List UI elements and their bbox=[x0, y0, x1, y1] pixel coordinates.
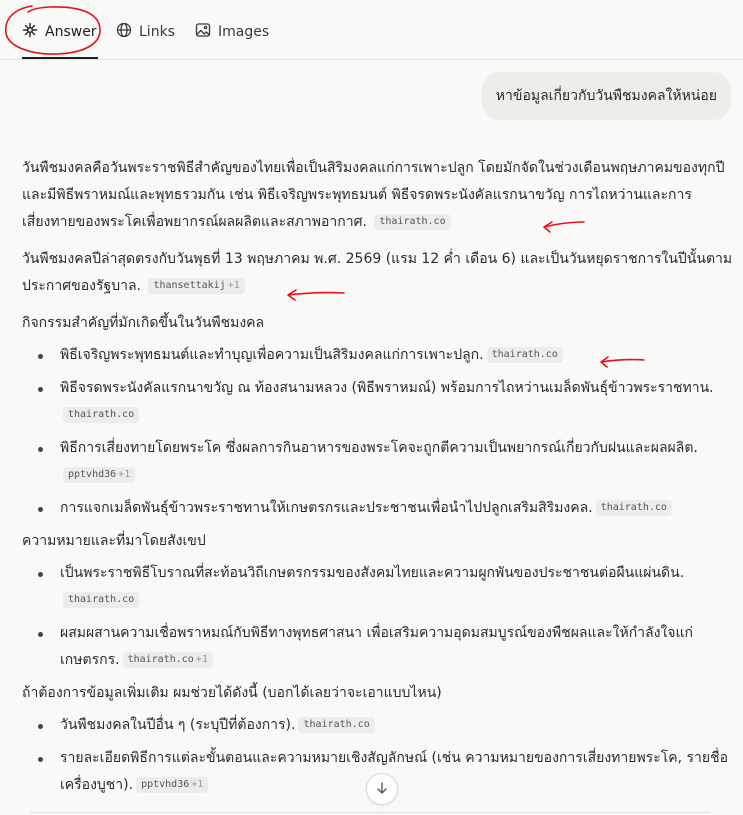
list-item: พิธีจรดพระนังคัลแรกนาขวัญ ณ ท้องสนามหลวง (พิธีพราหมณ์) พร้อมการไถหว่านเมล็ดพันธุ์ข้าวพระราชทาน.thairath.co bbox=[22, 375, 734, 429]
user-message-bubble: หาข้อมูลเกี่ยวกับวันพืชมงคลให้หน่อย bbox=[482, 72, 731, 120]
tab-answer-label: Answer bbox=[45, 24, 97, 40]
citation-chip[interactable]: thairath.co bbox=[596, 500, 672, 516]
section-heading: ความหมายและที่มาโดยสังเขป bbox=[22, 533, 206, 549]
citation-chip[interactable]: pptvhd36 +1 bbox=[136, 777, 208, 793]
paragraph-text: วันพืชมงคลคือวันพระราชพิธีสำคัญของไทยเพื่อเป็นสิริมงคลแก่การเพาะปลูก โดยมักจัดในช่วงเดือนพฤษภาคมของทุกปีและมีพิธีพราหมณ์และพุทธรวมกัน เช่น พิธีเจริญพระพุทธมนต์ พิธีจรดพระนังคัลแรกนาขวัญ การไถหว่านและการเสี่ยงทายของพระโคเพื่อพยากรณ์ผลผลิตและสภาพอากาศ. bbox=[22, 160, 725, 230]
list-item: เป็นพระราชพิธีโบราณที่สะท้อนวิถีเกษตรกรรมของสังคมไทยและความผูกพันของประชาชนต่อผืนแผ่นดิน.thairath.co bbox=[22, 560, 734, 614]
tab-divider bbox=[0, 59, 743, 60]
tab-links-label: Links bbox=[139, 24, 175, 40]
image-icon bbox=[195, 22, 211, 42]
composer-top-border bbox=[30, 812, 710, 813]
globe-icon bbox=[116, 22, 132, 42]
tab-bar bbox=[0, 0, 743, 64]
tab-links[interactable] bbox=[116, 18, 175, 46]
answer-paragraph bbox=[22, 246, 734, 300]
list-item: ผสมผสานความเชื่อพราหมณ์กับพิธีทางพุทธศาสนา เพื่อเสริมความอุดมสมบูรณ์ของพืชผลและให้กำลังใจแก่เกษตรกร. thairath.co +1 bbox=[22, 620, 734, 674]
tab-images-label: Images bbox=[218, 24, 270, 40]
list-item: การแจกเมล็ดพันธุ์ข้าวพระราชทานให้เกษตรกรและประชาชนเพื่อนำไปปลูกเสริมสิริมงคล. thairath.co bbox=[22, 495, 734, 522]
citation-chip[interactable]: pptvhd36 +1 bbox=[63, 467, 135, 483]
citation-chip[interactable]: thairath.co bbox=[487, 347, 563, 363]
citation-chip[interactable]: thairath.co +1 bbox=[123, 652, 213, 668]
meaning-list bbox=[22, 560, 734, 674]
assistant-answer bbox=[22, 155, 734, 805]
citation-chip[interactable]: thairath.co bbox=[63, 592, 139, 608]
list-item: พิธีเจริญพระพุทธมนต์และทำบุญเพื่อความเป็นสิริมงคลแก่การเพาะปลูก. thairath.co bbox=[22, 342, 734, 369]
citation-chip[interactable]: thairath.co bbox=[298, 717, 374, 733]
list-item: วันพืชมงคลในปีอื่น ๆ (ระบุปีที่ต้องการ). thairath.co bbox=[22, 712, 734, 739]
section-heading: ถ้าต้องการข้อมูลเพิ่มเติม ผมช่วยได้ดังนี้ (บอกได้เลยว่าจะเอาแบบไหน) bbox=[22, 685, 442, 701]
citation-chip[interactable]: thairath.co bbox=[374, 214, 450, 230]
list-item: รายละเอียดพิธีการแต่ละขั้นตอนและความหมายเชิงสัญลักษณ์ (เช่น ความหมายของการเสี่ยงทายพระโค, รายชื่อเครื่องบูชา). pptvhd36 +1 bbox=[22, 745, 734, 799]
answer-paragraph bbox=[22, 155, 734, 236]
scroll-down-button[interactable] bbox=[366, 773, 398, 805]
arrow-down-icon bbox=[375, 780, 389, 799]
section-heading: กิจกรรมสำคัญที่มักเกิดขึ้นในวันพืชมงคล bbox=[22, 315, 265, 331]
citation-chip[interactable]: thairath.co bbox=[63, 407, 139, 423]
citation-chip[interactable]: thansettakij +1 bbox=[148, 278, 244, 294]
paragraph-text: วันพืชมงคลปีล่าสุดตรงกับวันพุธที่ 13 พฤษภาคม พ.ศ. 2569 (แรม 12 ค่ำ เดือน 6) และเป็นวันหยุดราชการในปีนั้นตามประกาศของรัฐบาล. bbox=[22, 251, 733, 294]
tab-images[interactable] bbox=[195, 18, 269, 46]
red-circle-annotation bbox=[2, 3, 103, 57]
list-item: พิธีการเสี่ยงทายโดยพระโค ซึ่งผลการกินอาหารของพระโคจะถูกตีความเป็นพยากรณ์เกี่ยวกับฝนและผลผลิต.pptvhd36 +1 bbox=[22, 435, 734, 489]
activities-list bbox=[22, 342, 734, 522]
